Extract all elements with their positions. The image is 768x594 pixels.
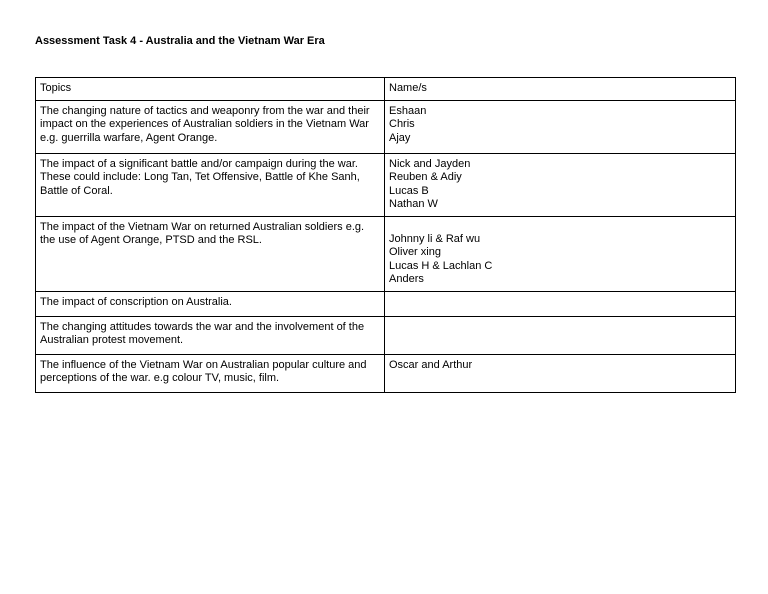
table-row bbox=[36, 100, 736, 153]
topic-cell: The impact of conscription on Australia. bbox=[36, 291, 385, 316]
name-entry: Oscar and Arthur bbox=[389, 358, 473, 371]
name-entry: Ajay bbox=[389, 131, 411, 144]
topic-cell: The changing nature of tactics and weaponry from the war and their impact on the experiences of Australian soldiers in the Vietnam War e.g. guerrilla warfare, Agent Orange. bbox=[36, 100, 385, 153]
names-cell bbox=[385, 291, 736, 316]
name-entry: Nathan W bbox=[389, 198, 438, 210]
table-row bbox=[36, 291, 736, 316]
topic-cell: The impact of a significant battle and/or campaign during the war. These could include: Long Tan, Tet Offensive, Battle of Khe Sanh, Battle of Coral. bbox=[36, 153, 385, 216]
name-entry: Nick and Jayden bbox=[389, 157, 471, 170]
page-title: Assessment Task 4 - Australia and the Vietnam War Era bbox=[35, 35, 325, 47]
table-row bbox=[36, 354, 736, 392]
topic-cell: The impact of the Vietnam War on returned Australian soldiers e.g. the use of Agent Orange, PTSD and the RSL. bbox=[36, 216, 385, 291]
name-entry: Johnny li & Raf wu bbox=[389, 232, 481, 245]
names-cell bbox=[385, 216, 736, 291]
table-row bbox=[36, 153, 736, 216]
table-header-row bbox=[36, 78, 736, 101]
topic-cell: The influence of the Vietnam War on Australian popular culture and perceptions of the war. e.g colour TV, music, film. bbox=[36, 354, 385, 392]
name-entry: Anders bbox=[389, 273, 424, 285]
name-entry: Eshaan bbox=[389, 104, 427, 117]
name-entry: Chris bbox=[389, 118, 415, 130]
topic-cell: The changing attitudes towards the war and the involvement of the Australian protest movement. bbox=[36, 316, 385, 354]
name-entry: Reuben & Adiy bbox=[389, 171, 462, 183]
table-row bbox=[36, 316, 736, 354]
names-cell bbox=[385, 316, 736, 354]
names-cell bbox=[385, 354, 736, 392]
topics-table bbox=[35, 77, 736, 393]
names-cell bbox=[385, 153, 736, 216]
name-entry: Oliver xing bbox=[389, 246, 441, 258]
table-row bbox=[36, 216, 736, 291]
header-topics: Topics bbox=[36, 78, 385, 101]
name-entry: Lucas B bbox=[389, 184, 429, 197]
header-names: Name/s bbox=[385, 78, 736, 101]
name-entry: Lucas H & Lachlan C bbox=[389, 259, 493, 272]
names-cell bbox=[385, 100, 736, 153]
